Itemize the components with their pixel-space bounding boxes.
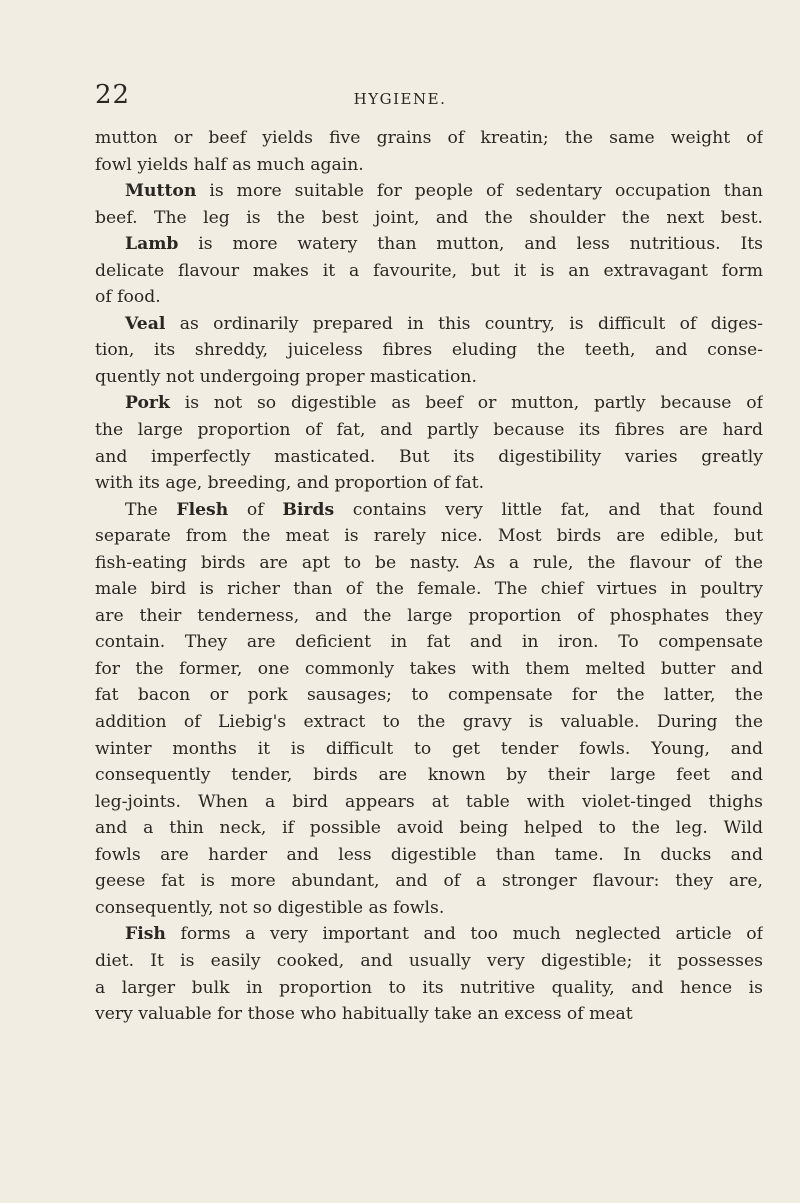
text-segment: consequently tender, birds are known by their large feet and — [95, 765, 763, 786]
text-line — [95, 736, 763, 763]
paragraph-lead-word: Mutton — [125, 181, 197, 202]
text-segment: fat bacon or pork sausages; to compensate for the latter, the — [95, 685, 763, 706]
text-segment: fowls are harder and less digestible than tame. In ducks and — [95, 844, 763, 865]
text-line — [95, 125, 763, 152]
text-segment: mutton or beef yields five grains of kreatin; the same weight of — [95, 128, 763, 148]
text-line — [95, 975, 763, 1002]
text-segment: very valuable for those who habitually take an excess of meat — [95, 1004, 633, 1025]
text-line — [95, 205, 763, 232]
text-line — [95, 762, 763, 789]
text-segment: is more suitable for people of sedentary occupation than — [196, 181, 763, 202]
text-line — [95, 470, 763, 497]
text-segment: beef. The leg is the best joint, and the shoulder the next best. — [95, 207, 763, 228]
text-segment: are their tenderness, and the large proportion of phosphates they — [95, 605, 763, 626]
paragraph-lead-word: Veal — [125, 313, 166, 334]
text-line — [95, 576, 763, 603]
text-line — [95, 709, 763, 736]
text-segment: as ordinarily prepared in this country, is difficult of diges- — [165, 313, 763, 334]
text-segment: with its age, breeding, and proportion of fat. — [95, 473, 485, 494]
text-segment: the large proportion of fat, and partly because its fibres are hard — [95, 420, 763, 441]
text-line — [95, 550, 763, 577]
text-line — [95, 523, 763, 550]
text-line — [95, 390, 763, 417]
text-line — [95, 337, 763, 364]
text-line — [95, 682, 763, 709]
paragraph-lead-word: Flesh — [176, 499, 229, 520]
body-text — [95, 125, 763, 1028]
text-line — [95, 603, 763, 630]
text-segment: separate from the meat is rarely nice. Most birds are edible, but — [95, 526, 763, 547]
paragraph-lead-word: Fish — [125, 924, 166, 945]
text-segment: quently not undergoing proper mastication. — [95, 366, 477, 387]
text-line — [95, 444, 763, 471]
text-line — [95, 921, 763, 948]
text-segment: The — [125, 499, 177, 520]
text-line — [95, 842, 763, 869]
text-segment: of food. — [95, 287, 161, 308]
text-line — [95, 417, 763, 444]
text-segment: for the former, one commonly takes with them melted butter and — [95, 658, 763, 679]
text-segment: addition of Liebig's extract to the gravy is valuable. During the — [95, 712, 763, 733]
text-segment: is more watery than mutton, and less nutritious. Its — [178, 234, 763, 255]
text-line — [95, 364, 763, 391]
text-segment: contain. They are deficient in fat and in iron. To compensate — [95, 632, 763, 653]
text-line — [95, 868, 763, 895]
text-segment: leg-joints. When a bird appears at table with violet-tinged thighs — [95, 791, 763, 812]
text-segment: winter months it is difficult to get tender fowls. Young, and — [95, 738, 763, 759]
text-line — [95, 656, 763, 683]
text-segment: fowl yields half as much again. — [95, 154, 364, 175]
text-segment: and a thin neck, if possible avoid being helped to the leg. Wild — [95, 818, 763, 839]
text-line — [95, 497, 763, 524]
text-segment: of — [228, 499, 283, 520]
text-segment: geese fat is more abundant, and of a stronger flavour: they are, — [95, 871, 763, 892]
text-line — [95, 152, 763, 179]
text-segment: contains very little fat, and that found — [334, 499, 763, 520]
text-line — [95, 789, 763, 816]
text-line — [95, 231, 763, 258]
text-line — [95, 284, 763, 311]
text-line — [95, 258, 763, 285]
text-segment: delicate flavour makes it a favourite, but it is an extravagant form — [95, 260, 763, 281]
text-segment: male bird is richer than of the female. The chief virtues in poultry — [95, 579, 763, 600]
text-segment: consequently, not so digestible as fowls. — [95, 897, 445, 918]
text-line — [95, 311, 763, 338]
text-line — [95, 1001, 763, 1028]
text-line — [95, 815, 763, 842]
text-segment: fish-eating birds are apt to be nasty. As a rule, the flavour of the — [95, 552, 763, 573]
text-line — [95, 895, 763, 922]
page-number: 22 — [95, 80, 131, 110]
text-segment: a larger bulk in proportion to its nutritive quality, and hence is — [95, 977, 763, 998]
text-segment: and imperfectly masticated. But its digestibility varies greatly — [95, 446, 763, 467]
text-segment: diet. It is easily cooked, and usually very digestible; it possesses — [95, 950, 763, 971]
text-segment: forms a very important and too much neglected article of — [165, 924, 763, 945]
paragraph-lead-word: Lamb — [125, 234, 179, 255]
text-segment: tion, its shreddy, juiceless fibres eluding the teeth, and conse- — [95, 340, 763, 361]
paragraph-lead-word: Birds — [282, 499, 335, 520]
text-segment: is not so digestible as beef or mutton, partly because of — [169, 393, 763, 414]
running-head: HYGIENE. — [353, 90, 447, 108]
text-line — [95, 629, 763, 656]
text-line — [95, 948, 763, 975]
paragraph-lead-word: Pork — [125, 393, 170, 414]
text-line — [95, 178, 763, 205]
